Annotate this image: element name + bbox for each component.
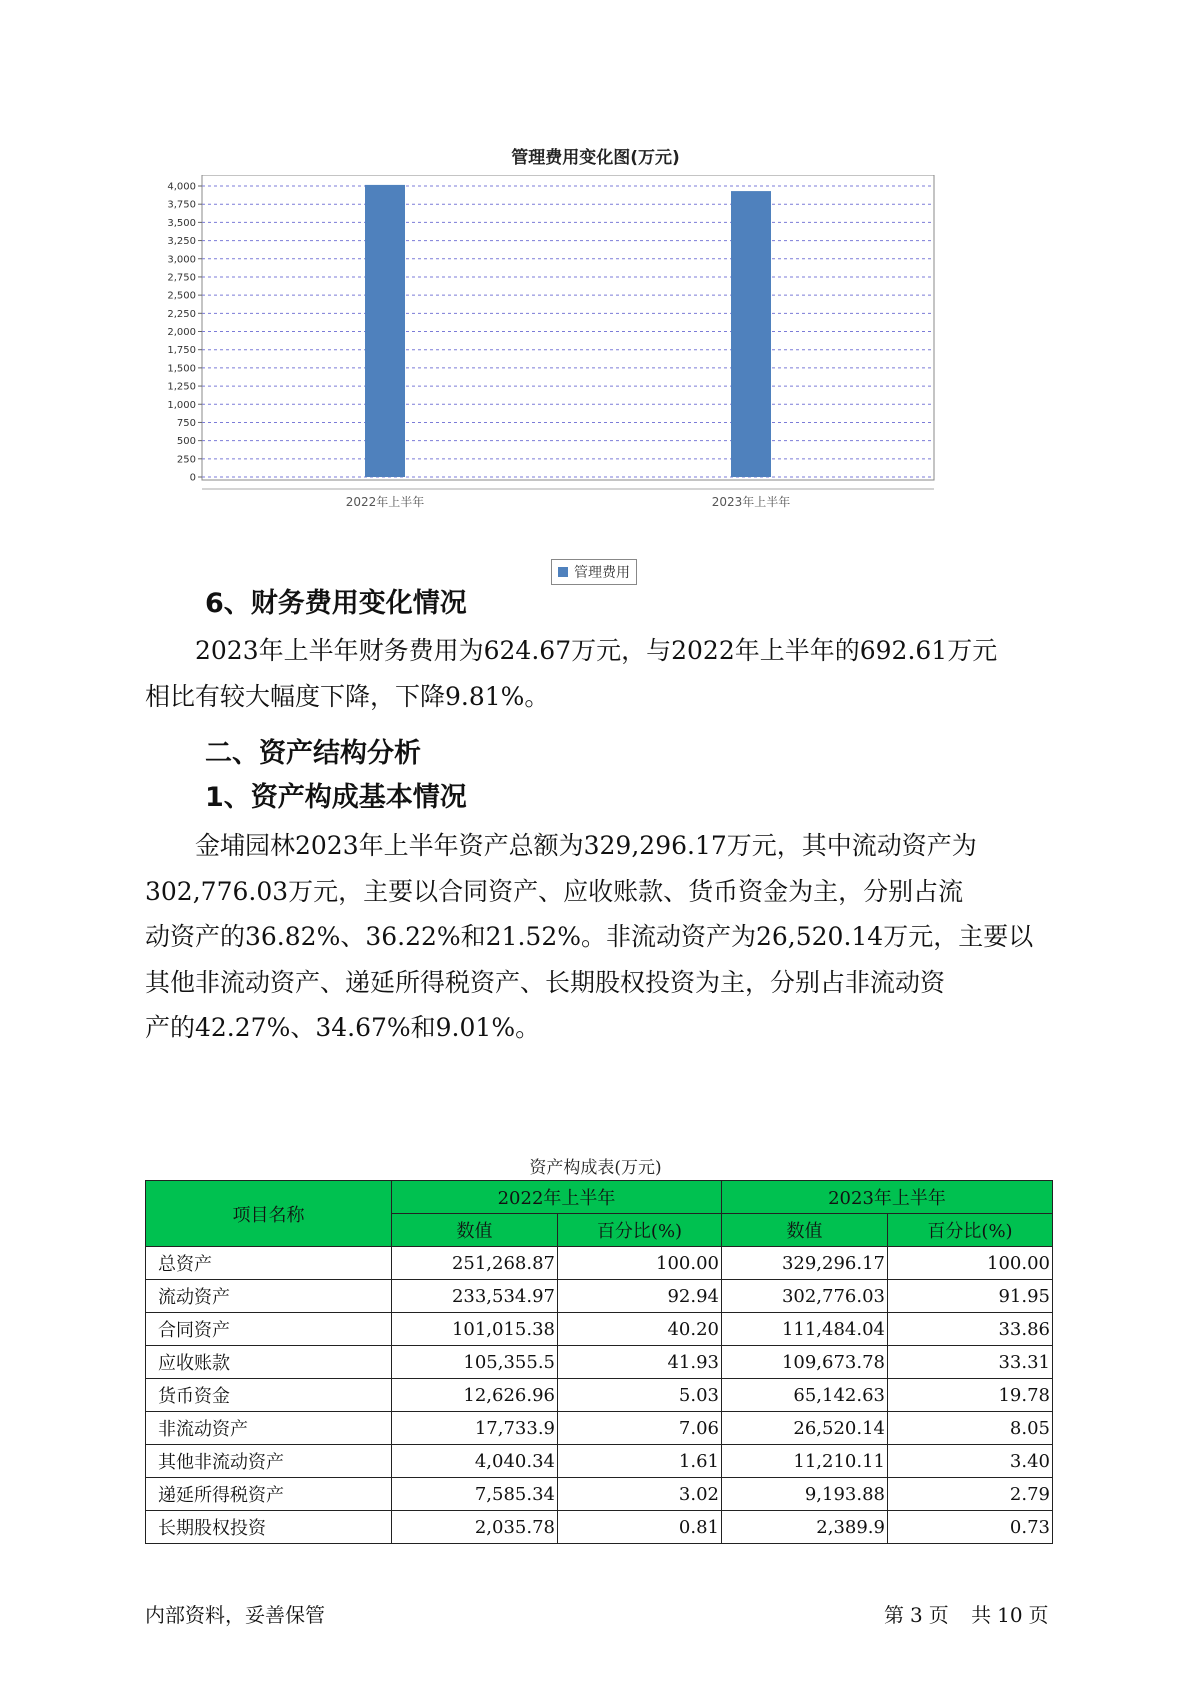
header-year-2023: 2023年上半年: [722, 1181, 1053, 1214]
y-tick-label: 3,750: [167, 199, 196, 211]
row-value-2022: 7,585.34: [392, 1478, 558, 1511]
y-tick-label: 2,750: [167, 272, 196, 284]
section6-paragraph: [145, 628, 1049, 719]
row-value-2022: 233,534.97: [392, 1280, 558, 1313]
section2-1-heading: 1、资产构成基本情况: [205, 782, 467, 813]
row-pct-2023: 19.78: [888, 1379, 1053, 1412]
row-value-2023: 9,193.88: [722, 1478, 888, 1511]
table-row: [146, 1313, 1053, 1346]
row-name: 货币资金: [146, 1379, 392, 1412]
row-value-2022: 101,015.38: [392, 1313, 558, 1346]
header-value: 数值: [392, 1214, 558, 1247]
paragraph-line: 相比有较大幅度下降，下降9.81%。: [145, 681, 550, 711]
row-name: 应收账款: [146, 1346, 392, 1379]
row-pct-2023: 33.31: [888, 1346, 1053, 1379]
row-pct-2023: 3.40: [888, 1445, 1053, 1478]
y-tick-label: 1,750: [167, 345, 196, 357]
table-row: [146, 1511, 1053, 1544]
row-pct-2022: 1.61: [558, 1445, 722, 1478]
row-value-2023: 65,142.63: [722, 1379, 888, 1412]
row-name: 递延所得税资产: [146, 1478, 392, 1511]
row-pct-2023: 100.00: [888, 1247, 1053, 1280]
row-pct-2022: 7.06: [558, 1412, 722, 1445]
row-name: 合同资产: [146, 1313, 392, 1346]
paragraph-line: 2023年上半年财务费用为624.67万元，与2022年上半年的692.61万元: [195, 636, 998, 665]
row-pct-2022: 0.81: [558, 1511, 722, 1544]
table-row: [146, 1280, 1053, 1313]
y-tick-label: 3,000: [167, 254, 196, 266]
header-percent: 百分比(%): [558, 1214, 722, 1247]
section2-heading: 二、资产结构分析: [205, 738, 421, 769]
x-tick-label: 2023年上半年: [711, 495, 791, 509]
table-row: [146, 1445, 1053, 1478]
row-value-2023: 111,484.04: [722, 1313, 888, 1346]
y-tick-label: 2,250: [167, 308, 196, 320]
section6-heading: 6、财务费用变化情况: [205, 588, 467, 619]
row-value-2023: 11,210.11: [722, 1445, 888, 1478]
y-tick-label: 750: [176, 417, 196, 429]
row-value-2023: 109,673.78: [722, 1346, 888, 1379]
row-name: 非流动资产: [146, 1412, 392, 1445]
row-value-2022: 105,355.5: [392, 1346, 558, 1379]
row-value-2022: 2,035.78: [392, 1511, 558, 1544]
y-tick-label: 250: [176, 454, 196, 466]
y-tick-label: 1,250: [167, 381, 196, 393]
paragraph-line: 金埔园林2023年上半年资产总额为329,296.17万元，其中流动资产为: [195, 831, 977, 860]
row-value-2023: 26,520.14: [722, 1412, 888, 1445]
y-tick-label: 3,250: [167, 236, 196, 248]
management-expense-bar-chart: [165, 175, 1045, 555]
chart-legend: [551, 559, 637, 585]
paragraph-line: 动资产的36.82%、36.22%和21.52%。非流动资产为26,520.14万元，主要以: [145, 922, 1034, 952]
row-value-2023: 302,776.03: [722, 1280, 888, 1313]
x-tick-label: 2022年上半年: [345, 495, 425, 509]
row-value-2023: 2,389.9: [722, 1511, 888, 1544]
table-caption: 资产构成表(万元): [529, 1158, 662, 1178]
asset-composition-table: [145, 1180, 1053, 1544]
y-tick-label: 3,500: [167, 217, 196, 229]
footer-page-indicator: [884, 1599, 1055, 1628]
row-pct-2022: 100.00: [558, 1247, 722, 1280]
table-row: [146, 1379, 1053, 1412]
paragraph-line: 其他非流动资产、递延所得税资产、长期股权投资为主，分别占非流动资: [145, 967, 946, 997]
plot-area: [202, 175, 934, 480]
page-prefix: 第: [884, 1603, 904, 1627]
row-pct-2023: 0.73: [888, 1511, 1053, 1544]
total-pages: 10: [997, 1603, 1023, 1627]
y-tick-label: 0: [189, 472, 196, 484]
row-pct-2022: 5.03: [558, 1379, 722, 1412]
y-tick-label: 4,000: [167, 181, 196, 193]
paragraph-line: 产的42.27%、34.67%和9.01%。: [145, 1013, 541, 1043]
y-tick-label: 1,000: [167, 399, 196, 411]
row-pct-2022: 92.94: [558, 1280, 722, 1313]
section2-1-paragraph: [145, 823, 1049, 1051]
legend-swatch: [558, 567, 568, 577]
header-year-2022: 2022年上半年: [392, 1181, 722, 1214]
row-pct-2023: 91.95: [888, 1280, 1053, 1313]
row-pct-2022: 40.20: [558, 1313, 722, 1346]
row-pct-2023: 2.79: [888, 1478, 1053, 1511]
chart-title: 管理费用变化图(万元): [511, 148, 680, 168]
row-value-2022: 4,040.34: [392, 1445, 558, 1478]
row-value-2022: 12,626.96: [392, 1379, 558, 1412]
row-pct-2022: 3.02: [558, 1478, 722, 1511]
row-pct-2022: 41.93: [558, 1346, 722, 1379]
row-name: 流动资产: [146, 1280, 392, 1313]
table-row: [146, 1412, 1053, 1445]
footer-confidential-note: 内部资料，妥善保管: [145, 1603, 325, 1627]
row-name: 总资产: [146, 1247, 392, 1280]
row-pct-2023: 8.05: [888, 1412, 1053, 1445]
table-row: [146, 1478, 1053, 1511]
row-value-2023: 329,296.17: [722, 1247, 888, 1280]
paragraph-line: 302,776.03万元，主要以合同资产、应收账款、货币资金为主，分别占流: [145, 876, 964, 906]
table-row: [146, 1346, 1053, 1379]
y-tick-label: 1,500: [167, 363, 196, 375]
bar-1: [365, 185, 405, 477]
page-unit: 页: [928, 1603, 949, 1627]
page-number: 3: [910, 1603, 923, 1627]
row-value-2022: 17,733.9: [392, 1412, 558, 1445]
header-item-name: 项目名称: [146, 1181, 392, 1247]
legend-label: 管理费用: [574, 565, 630, 581]
row-name: 其他非流动资产: [146, 1445, 392, 1478]
y-tick-label: 500: [176, 436, 196, 448]
row-pct-2023: 33.86: [888, 1313, 1053, 1346]
table-row: [146, 1247, 1053, 1280]
row-name: 长期股权投资: [146, 1511, 392, 1544]
y-tick-label: 2,000: [167, 327, 196, 338]
header-value: 数值: [722, 1214, 888, 1247]
total-unit: 页: [1028, 1603, 1049, 1627]
bar-2: [731, 191, 771, 477]
row-value-2022: 251,268.87: [392, 1247, 558, 1280]
y-tick-label: 2,500: [167, 290, 196, 302]
total-prefix: 共: [971, 1603, 992, 1627]
header-percent: 百分比(%): [888, 1214, 1053, 1247]
